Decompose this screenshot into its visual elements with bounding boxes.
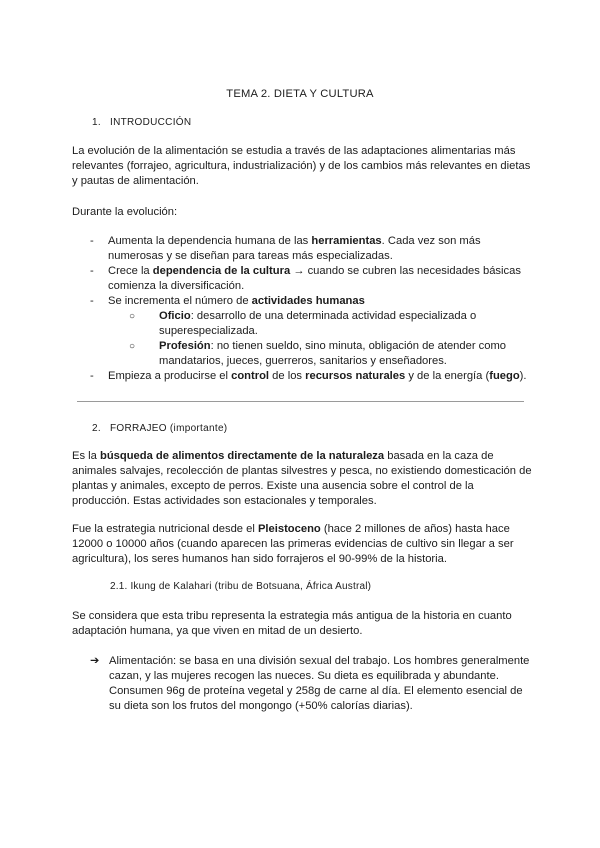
bullet-bold: recursos naturales [305, 370, 406, 382]
bullet-item-control [72, 369, 532, 384]
arrow-bullet-list [72, 654, 532, 714]
sub-bullet-text: : no tienen sueldo, sino minuta, obligación de atender como mandatarios, jueces, guerreros, sanitarios y enseñadores. [159, 340, 507, 367]
intro-paragraph [72, 144, 532, 189]
section-1-heading [92, 117, 191, 128]
bullet-bold: dependencia de la cultura [152, 265, 291, 277]
section-2-title: FORRAJEO (importante) [110, 423, 228, 434]
arrow-right-icon: ➔ [90, 655, 100, 667]
sub-bullet-profesion [72, 339, 532, 369]
subsection-2-1-heading: 2.1. Ikung de Kalahari (tribu de Botsuana, África Austral) [110, 581, 372, 592]
bullet-text: de los [269, 370, 306, 382]
bullet-text: ). [519, 370, 527, 382]
bullet-text: Se incrementa el número de [108, 295, 252, 307]
bullet-text: . Cada vez son más numerosas y se diseñan para tareas más especializadas. [108, 235, 481, 262]
intro-text: La evolución de la alimentación se estudia a través de las adaptaciones alimentarias más relevantes (forrajeo, agricultura, industrialización) y de los cambios más relevantes en dietas y pautas de alimentación. [72, 145, 531, 187]
paragraph-bold: búsqueda de alimentos directamente de la naturaleza [99, 450, 385, 462]
during-paragraph [72, 205, 532, 220]
arrow-item-alimentacion [72, 654, 532, 714]
bullet-bold: fuego [489, 370, 520, 382]
bullet-item-activities [72, 294, 532, 309]
during-text: Durante la evolución: [72, 206, 178, 218]
sub-bullet-bold: Profesión [159, 340, 211, 352]
forrajeo-paragraph-1 [72, 449, 532, 509]
paragraph-text: Fue la estrategia nutricional desde el [72, 523, 258, 535]
bullet-dash: - [90, 235, 94, 247]
circle-bullet-icon: ○ [129, 311, 136, 322]
section-1-number: 1. [92, 117, 101, 128]
section-1-title: INTRODUCCIÓN [110, 117, 192, 128]
bullet-text: Crece la [108, 265, 153, 277]
forrajeo-text-2 [72, 522, 532, 567]
paragraph-text: Es la [72, 450, 100, 462]
forrajeo-paragraph-2 [72, 522, 532, 567]
bullet-dash: - [90, 265, 94, 277]
bullet-bold: actividades humanas [251, 295, 365, 307]
bullet-dash: - [90, 370, 94, 382]
circle-bullet-icon: ○ [129, 341, 136, 352]
paragraph-text: basada en la caza de animales salvajes, recolección de plantas silvestres y pesca, no existiendo domesticación de plantas y animales, excepto de perros. Existe una ausencia sobre el control de la producción. Estas actividades son estacionales y temporales. [72, 450, 532, 507]
section-2-heading [92, 423, 227, 434]
sub-bullet-bold: Oficio [159, 310, 191, 322]
forrajeo-text-1 [72, 449, 532, 509]
bullet-bold: herramientas [311, 235, 382, 247]
paragraph-text: (hace 2 millones de años) hasta hace 12000 o 10000 años (cuando aparecen las primeras evidencias de cultivo sin llegar a ser agricultura), los seres humanos han sido forrajeros el 90-99% de la historia. [72, 523, 514, 565]
horizontal-divider [77, 401, 524, 402]
bullet-dash: - [90, 295, 94, 307]
bullet-item-tools [72, 234, 532, 264]
evolution-bullet-list [72, 234, 532, 384]
sub-bullet-oficio [72, 309, 532, 339]
bullet-text: y de la energía ( [405, 370, 490, 382]
tribe-text: Se considera que esta tribu representa la estrategia más antigua de la historia en cuanto adaptación humana, ya que viven en mitad de un desierto. [72, 610, 512, 637]
bullet-bold: control [231, 370, 270, 382]
paragraph-bold: Pleistoceno [257, 523, 321, 535]
section-2-number: 2. [92, 423, 101, 434]
tribe-paragraph [72, 609, 532, 639]
bullet-item-culture [72, 264, 532, 294]
arrow-item-text: Alimentación: se basa en una división sexual del trabajo. Los hombres generalmente cazan, y las mujeres recogen las nueces. Su dieta es equilibrada y abundante. Consumen 96g de proteína vegetal y 258g de carne al día. El elemento esencial de su dieta son los frutos del mongongo (+50% calorías diarias). [109, 655, 530, 712]
bullet-text: → cuando se cubren las necesidades básicas comienza la diversificación. [108, 265, 521, 292]
document-title: TEMA 2. DIETA Y CULTURA [226, 88, 374, 100]
bullet-text: Empieza a producirse el [108, 370, 232, 382]
bullet-text: Aumenta la dependencia humana de las [108, 235, 312, 247]
sub-bullet-text: : desarrollo de una determinada actividad especializada o superespecializada. [159, 310, 477, 337]
